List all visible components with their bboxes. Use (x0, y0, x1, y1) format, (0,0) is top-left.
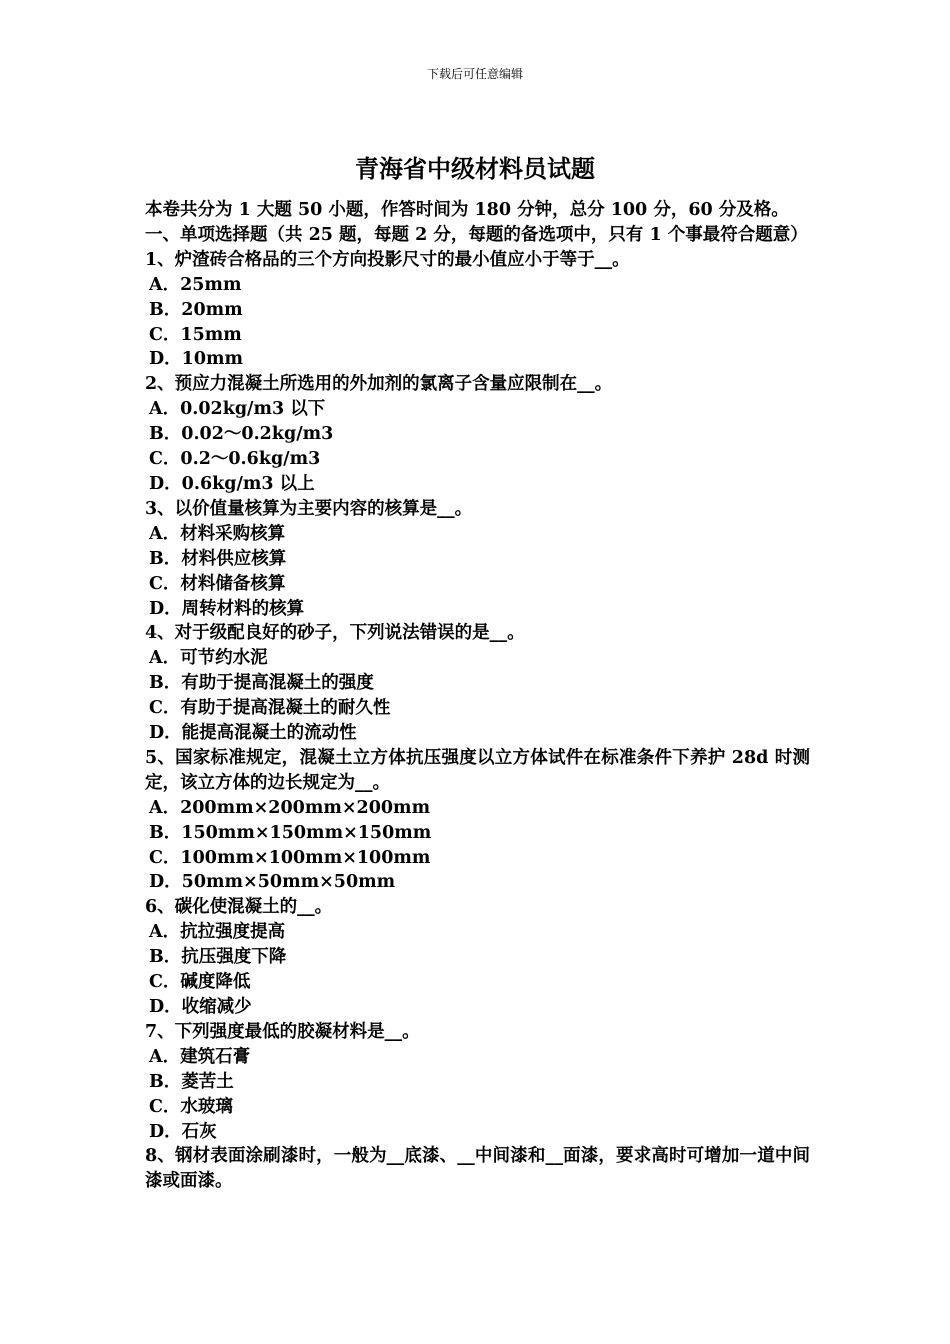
option-c: C．水玻璃 (149, 1096, 233, 1117)
option-d: D．收缩减少 (149, 997, 252, 1017)
question-1 (145, 248, 810, 373)
option-c: C．有助于提高混凝土的耐久性 (149, 698, 391, 719)
option-b: B．0.02～0.2kg/m3 (149, 424, 334, 445)
question-4 (145, 621, 810, 746)
option-a: A．材料采购核算 (149, 523, 286, 544)
question-8 (145, 1144, 810, 1194)
question-stem: 4、对于级配良好的砂子，下列说法错误的是__。 (145, 623, 525, 644)
option-a: A．抗拉强度提高 (149, 922, 286, 943)
document-title: 青海省中级材料员试题 (355, 154, 595, 183)
question-stem: 7、下列强度最低的胶凝材料是__。 (145, 1021, 420, 1042)
question-stem: 5、国家标准规定，混凝土立方体抗压强度以立方体试件在标准条件下养护 28d 时测定，该立方体的边长规定为__。 (145, 747, 810, 793)
option-d: D．石灰 (149, 1121, 217, 1142)
option-b: B．抗压强度下降 (149, 947, 287, 968)
section-heading: 一、单项选择题（共 25 题，每题 2 分，每题的备选项中，只有 1 个事最符合题意） (145, 224, 808, 245)
option-b: B．有助于提高混凝土的强度 (149, 673, 374, 694)
option-b: B．20mm (149, 299, 243, 320)
document-body (145, 198, 810, 1194)
question-stem: 8、钢材表面涂刷漆时，一般为__底漆、__中间漆和__面漆，要求高时可增加一道中间漆或面漆。 (145, 1146, 810, 1192)
option-a: A．建筑石膏 (149, 1046, 251, 1067)
question-3 (145, 497, 810, 622)
option-d: D．50mm×50mm×50mm (149, 872, 396, 893)
question-stem: 6、碳化使混凝土的__。 (145, 897, 333, 918)
option-c: C．材料储备核算 (149, 573, 286, 594)
option-c: C．碱度降低 (149, 972, 251, 993)
option-a: A．200mm×200mm×200mm (149, 797, 431, 818)
option-a: A．25mm (149, 274, 242, 295)
option-c: C．15mm (149, 324, 242, 345)
question-stem: 2、预应力混凝土所选用的外加剂的氯离子含量应限制在__。 (145, 374, 613, 395)
question-stem: 3、以价值量核算为主要内容的核算是__。 (145, 498, 473, 519)
option-d: D．周转材料的核算 (149, 598, 305, 619)
question-5 (145, 746, 810, 895)
option-d: D．0.6kg/m3 以上 (149, 473, 315, 494)
option-c: C．100mm×100mm×100mm (149, 847, 431, 868)
question-stem: 1、炉渣砖合格品的三个方向投影尺寸的最小值应小于等于__。 (145, 249, 630, 270)
page-header: 下载后可任意编辑 (426, 67, 523, 81)
question-7 (145, 1020, 810, 1145)
question-6 (145, 895, 810, 1020)
option-d: D．能提高混凝土的流动性 (149, 723, 357, 744)
option-a: A．可节约水泥 (149, 648, 268, 669)
question-2 (145, 372, 810, 497)
option-a: A．0.02kg/m3 以下 (149, 399, 326, 420)
option-c: C．0.2～0.6kg/m3 (149, 449, 321, 470)
option-b: B．菱苦土 (149, 1071, 234, 1092)
option-b: B．150mm×150mm×150mm (149, 822, 432, 843)
intro-text: 本卷共分为 1 大题 50 小题，作答时间为 180 分钟，总分 100 分，60 分及格。 (145, 200, 789, 220)
option-d: D．10mm (149, 349, 244, 370)
option-b: B．材料供应核算 (149, 548, 287, 569)
